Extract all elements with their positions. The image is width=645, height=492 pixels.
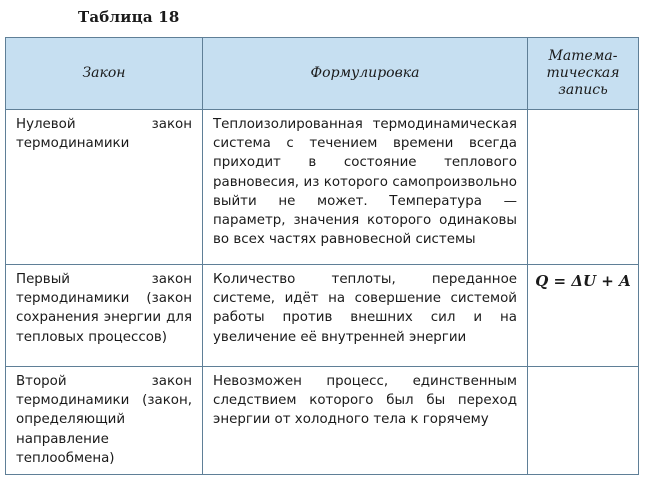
math-formula: [528, 110, 638, 117]
math-cell: [528, 367, 639, 475]
table-row: [6, 367, 639, 475]
math-cell: [528, 265, 639, 367]
header-math-notation: [528, 38, 639, 110]
law-name: Нулевой закон термодинамики: [16, 117, 192, 152]
law-formulation: Количество теплоты, переданное системе, идёт на совершение системой работы против внешних сил и на увеличение её внутренней энергии: [213, 272, 517, 345]
formulation-cell: [203, 367, 528, 475]
header-law: Закон: [6, 38, 203, 110]
law-cell: [6, 110, 203, 265]
formulation-cell: [203, 265, 528, 367]
law-formulation: Невозможен процесс, единственным следствием которого был бы переход энергии от холодного тела к горячему: [213, 374, 517, 428]
math-formula: Q = ΔU + A: [535, 272, 631, 290]
law-cell: [6, 265, 203, 367]
law-formulation: Теплоизолированная термодинамическая система с течением времени всегда приходит в состояние теплового равновесия, из которого самопроизвольно выйти не может. Температура — параметр, значения которого одинаковы во всех частях равновесной системы: [213, 117, 517, 248]
math-cell: [528, 110, 639, 265]
table-header-row: [6, 38, 639, 110]
law-cell: [6, 367, 203, 475]
table-row: [6, 265, 639, 367]
header-math-notation-text: Матема- тическая запись: [546, 48, 620, 98]
law-name: Первый закон термодинамики (закон сохранения энергии для тепловых процессов): [16, 272, 192, 345]
table-caption: Таблица 18: [78, 8, 180, 26]
formulation-cell: [203, 110, 528, 265]
thermodynamics-laws-table: [5, 37, 639, 475]
law-name: Второй закон термодинамики (закон, определяющий направление теплообмена): [16, 374, 192, 466]
math-formula: [528, 367, 638, 374]
table-row: [6, 110, 639, 265]
header-formulation: Формулировка: [203, 38, 528, 110]
